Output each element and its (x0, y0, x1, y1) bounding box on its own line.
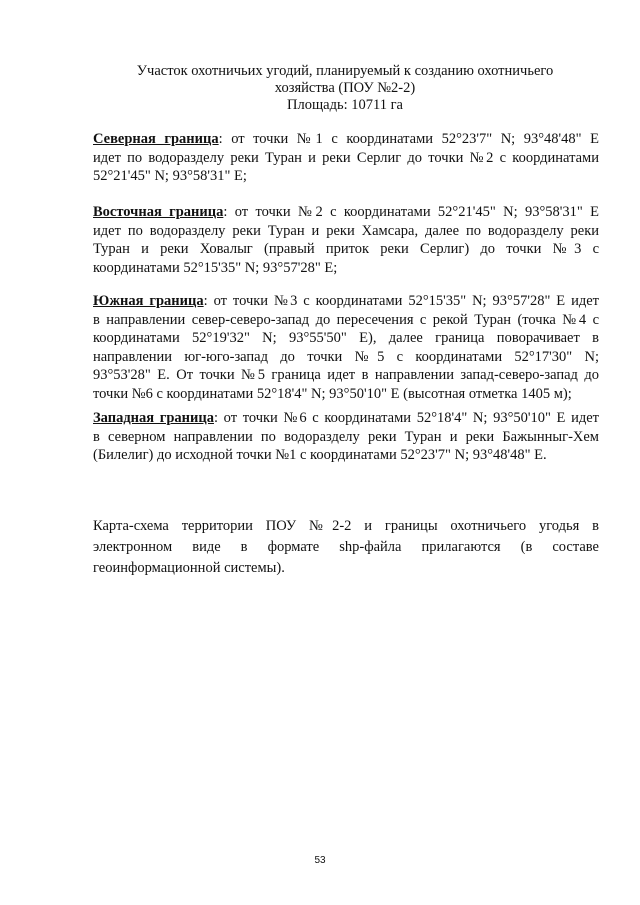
south-boundary-text-6: точки №6 с координатами 52°18'4" N; 93°50'10" E (высотная отметка 1405 м); (93, 385, 572, 402)
title-area-line: Площадь: 10711 га (287, 97, 403, 113)
map-note-text-3: геоинформационной системы). (93, 560, 285, 576)
east-boundary-text-4: координатами 52°15'35" N; 93°57'28" E; (93, 259, 338, 276)
south-boundary-text-2: в направлении север-северо-запад до пересечения с рекой Туран (точка №4 с (93, 311, 599, 328)
east-boundary-text-2: идет по водоразделу реки Туран и реки Хамсара, далее по водоразделу реки (93, 222, 599, 239)
north-boundary-text-2: идет по водоразделу реки Туран и реки Серлиг до точки №2 с координатами (93, 149, 599, 166)
page-number: 53 (314, 855, 326, 866)
title-line-1: Участок охотничьих угодий, планируемый к созданию охотничьего (136, 63, 554, 79)
west-boundary-text-1: : от точки №6 с координатами 52°18'4" N; 93°50'10" E идет (213, 410, 599, 426)
north-boundary-text-1: : от точки №1 с координатами 52°23'7" N; 93°48'48" E (218, 131, 599, 147)
east-boundary-paragraph (93, 203, 599, 277)
south-boundary-text-4: направлении юг-юго-запад до точки №5 с координатами 52°17'30" N; (93, 348, 599, 365)
map-note-paragraph (93, 516, 599, 579)
south-boundary-text-5: 93°53'28" E. От точки №5 граница идет в направлении запад-северо-запад до (93, 367, 599, 384)
north-boundary-paragraph (93, 130, 599, 186)
east-boundary-text-1: : от точки №2 с координатами 52°21'45" N; 93°58'31" E (223, 204, 599, 220)
title-line-2: хозяйства (ПОУ №2-2) (274, 80, 416, 96)
document-title (90, 63, 600, 114)
map-note-text-2: электронном виде в формате shp-файла прилагаются (в составе (93, 539, 599, 555)
south-boundary-paragraph (93, 292, 599, 404)
west-boundary-paragraph (93, 409, 599, 465)
south-boundary-text-1: : от точки №3 с координатами 52°15'35" N; 93°57'28" E идет (203, 293, 599, 309)
east-boundary-text-3: Туран и реки Ховалыг (правый приток реки Серлиг) до точки №3 с (93, 241, 599, 258)
south-boundary-heading: Южная граница (93, 293, 204, 309)
map-note-text-1: Карта-схема территории ПОУ №2-2 и границы охотничьего угодья в (93, 518, 599, 534)
west-boundary-text-2: в северном направлении по водоразделу реки Туран и реки Бажынныг-Хем (93, 428, 599, 445)
south-boundary-text-3: координатами 52°19'32" N; 93°55'50" E), далее граница поворачивает в (93, 330, 599, 347)
west-boundary-heading: Западная граница (93, 410, 214, 426)
west-boundary-text-3: (Билелиг) до исходной точки №1 с координатами 52°23'7" N; 93°48'48" E. (93, 447, 547, 464)
north-boundary-heading: Северная граница (93, 131, 219, 147)
north-boundary-text-3: 52°21'45" N; 93°58'31" E; (93, 168, 247, 185)
east-boundary-heading: Восточная граница (93, 204, 224, 220)
